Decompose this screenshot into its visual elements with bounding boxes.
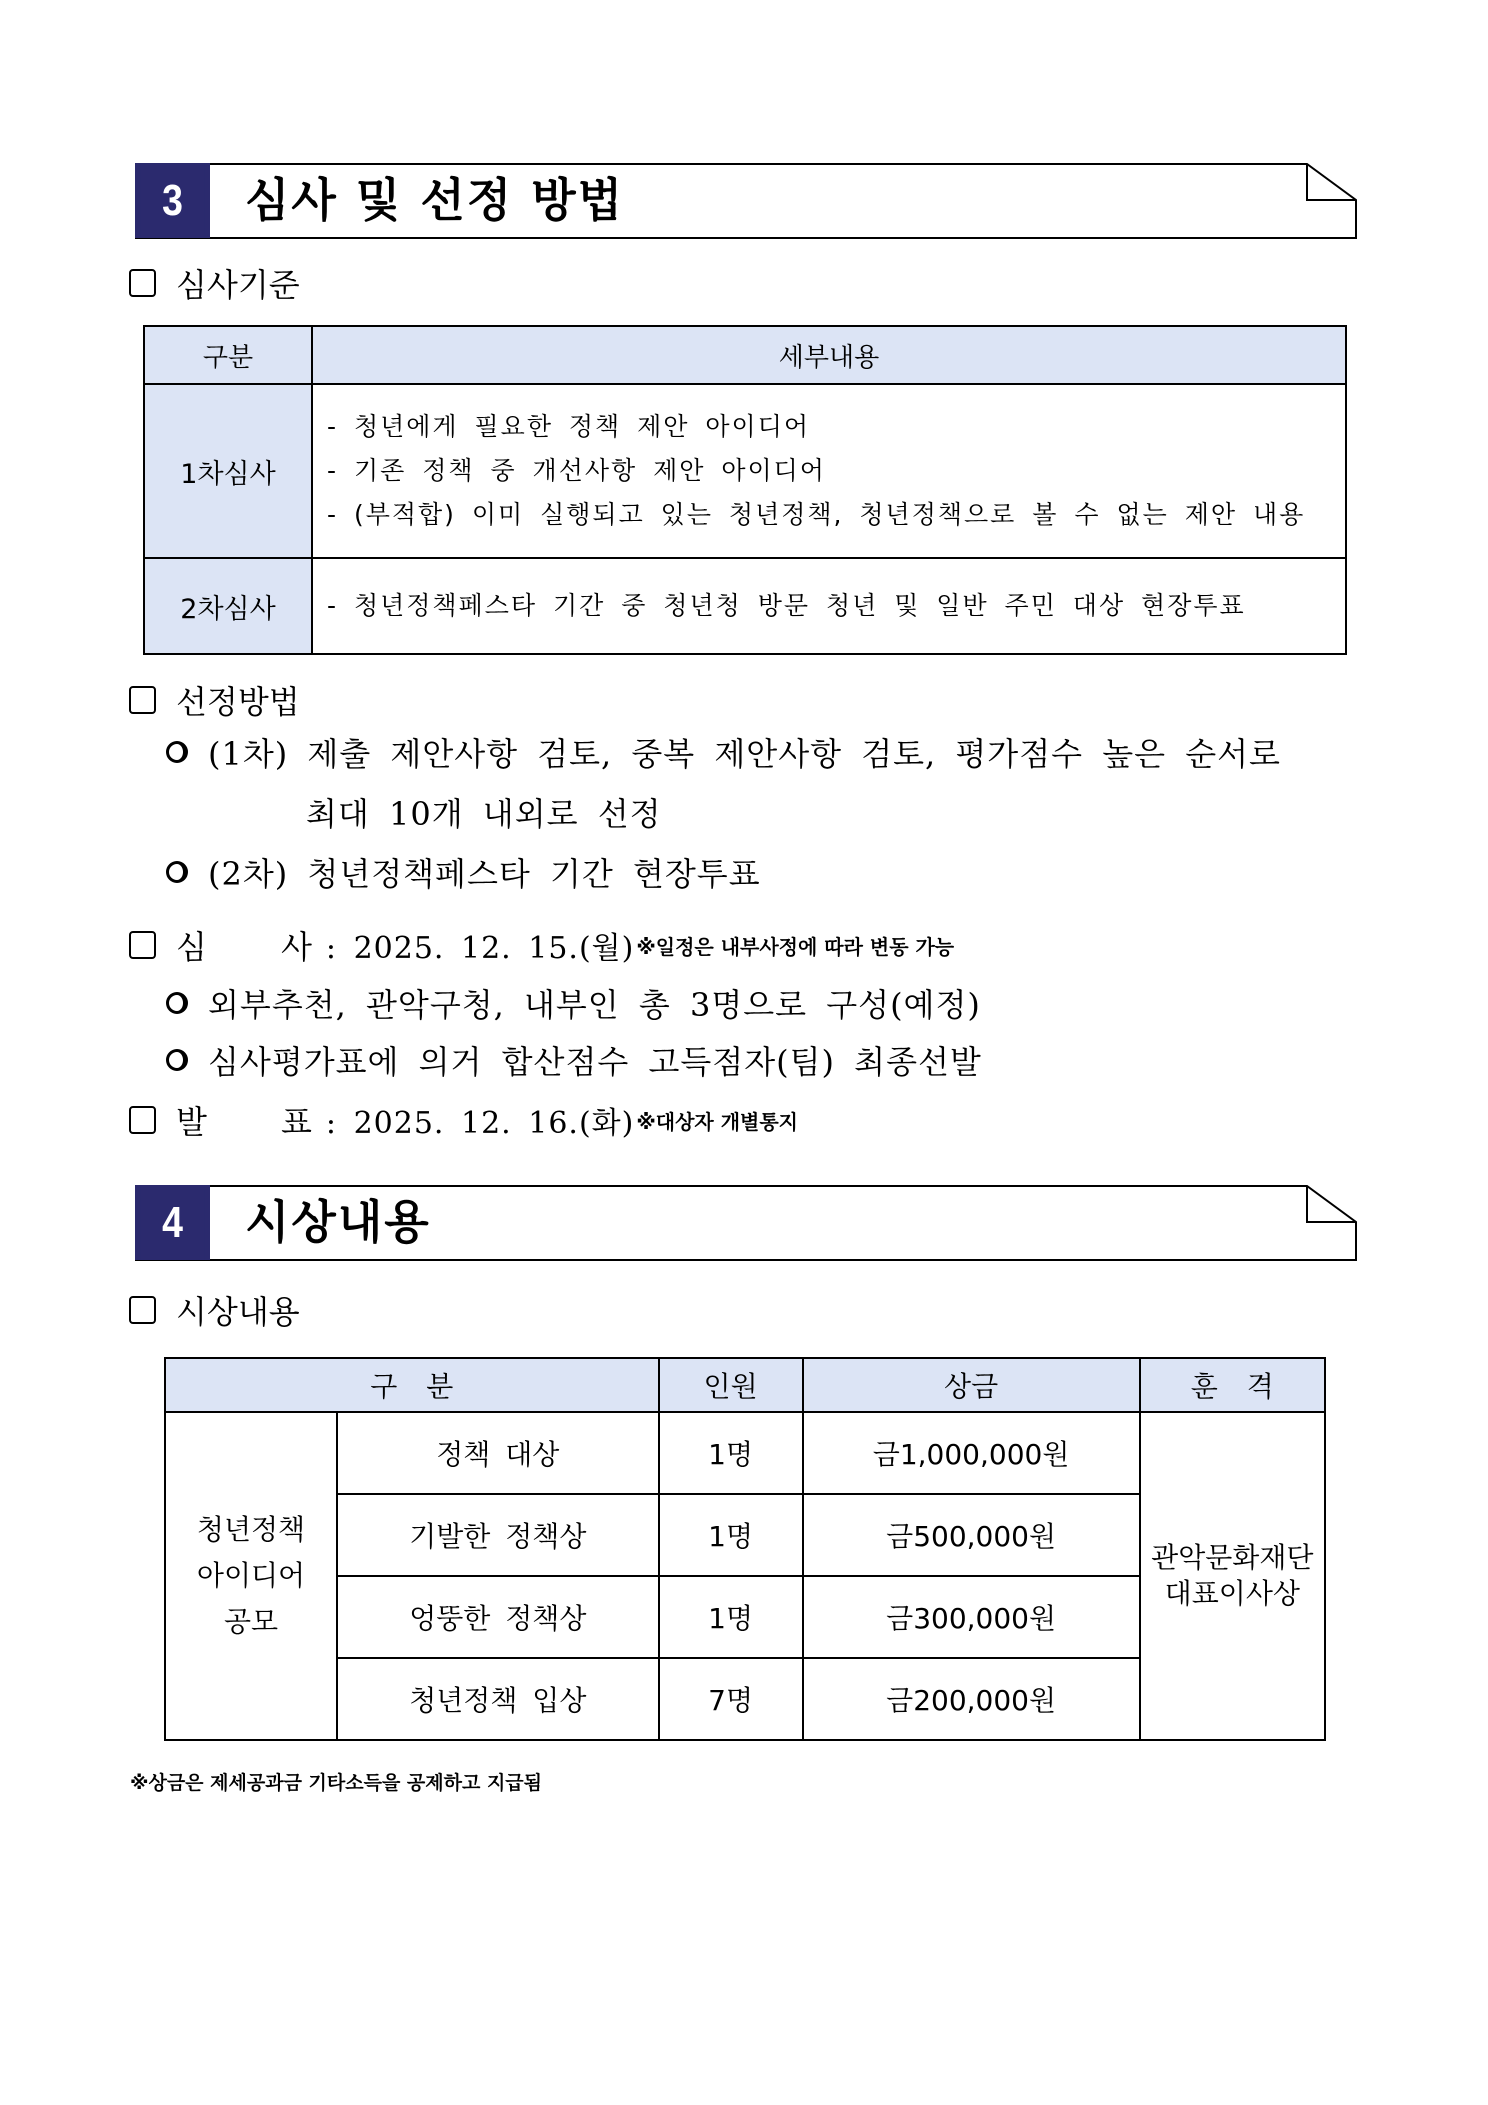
honor-title: 관악문화재단 대표이사상 [1140, 1412, 1325, 1740]
section-title: 심사 및 선정 방법 [245, 173, 625, 227]
section-title: 시상내용 [245, 1195, 431, 1249]
prize-footnote: ※상금은 제세공과금 기타소득을 공제하고 지급됨 [130, 1772, 543, 1794]
checkbox-square-icon [129, 1296, 156, 1324]
award-count: 1명 [659, 1494, 803, 1576]
header-category: 구분 [144, 326, 312, 384]
award-prize: 금300,000원 [803, 1576, 1140, 1658]
header-details: 세부내용 [312, 326, 1346, 384]
review-bullet-2: 심사평가표에 의거 합산점수 고득점자(팀) 최종선발 [166, 1038, 982, 1082]
stage-label: 2차심사 [144, 558, 312, 654]
section-3-header [135, 163, 1357, 238]
awards-table [164, 1357, 1326, 1741]
section-4-header [135, 1185, 1357, 1260]
heading-selection: 선정방법 [129, 680, 300, 720]
award-prize: 금1,000,000원 [803, 1412, 1140, 1494]
review-note: ※일정은 내부사정에 따라 변동 가능 [636, 934, 955, 959]
checkbox-square-icon [129, 686, 156, 714]
circle-bullet-icon [166, 992, 188, 1014]
announcement-note: ※대상자 개별통지 [636, 1109, 798, 1134]
heading-criteria: 심사기준 [129, 263, 300, 303]
stage-label: 1차심사 [144, 384, 312, 558]
section-number-badge: 3 [135, 163, 210, 238]
stage-details: - 청년에게 필요한 정책 제안 아이디어 - 기존 정책 중 개선사항 제안 아이디어 - (부적합) 이미 실행되고 있는 청년정책, 청년정책으로 볼 수 없는 제안 내용 [312, 384, 1346, 558]
contest-category: 청년정책 아이디어 공모 [165, 1412, 337, 1740]
header-category: 구 분 [165, 1358, 659, 1412]
selection-bullet-1: (1차) 제출 제안사항 검토, 중복 제안사항 검토, 평가점수 높은 순서로 [166, 730, 1281, 774]
award-prize: 금500,000원 [803, 1494, 1140, 1576]
award-name: 청년정책 입상 [337, 1658, 659, 1740]
checkbox-square-icon [129, 931, 156, 959]
selection-bullet-2: (2차) 청년정책페스타 기간 현장투표 [166, 850, 761, 894]
table-row [165, 1412, 1325, 1494]
table-row [144, 558, 1346, 654]
award-count: 7명 [659, 1658, 803, 1740]
table-header-row [165, 1358, 1325, 1412]
award-name: 기발한 정책상 [337, 1494, 659, 1576]
table-row [144, 384, 1346, 558]
announcement-date: : 2025. 12. 16.(화) [325, 1106, 635, 1141]
award-name: 엉뚱한 정책상 [337, 1576, 659, 1658]
header-prize: 상금 [803, 1358, 1140, 1412]
circle-bullet-icon [166, 741, 188, 763]
circle-bullet-icon [166, 861, 188, 883]
selection-bullet-1-continued: 최대 10개 내외로 선정 [306, 795, 662, 833]
review-date: : 2025. 12. 15.(월) [325, 931, 635, 966]
checkbox-square-icon [129, 269, 156, 297]
award-prize: 금200,000원 [803, 1658, 1140, 1740]
circle-bullet-icon [166, 1049, 188, 1071]
award-count: 1명 [659, 1412, 803, 1494]
heading-awards: 시상내용 [129, 1290, 300, 1330]
stage-details: - 청년정책페스타 기간 중 청년청 방문 청년 및 일반 주민 대상 현장투표 [312, 558, 1346, 654]
checkbox-square-icon [129, 1106, 156, 1134]
review-bullet-1: 외부추천, 관악구청, 내부인 총 3명으로 구성(예정) [166, 981, 981, 1025]
header-honor: 훈 격 [1140, 1358, 1325, 1412]
award-name: 정책 대상 [337, 1412, 659, 1494]
review-schedule: 심 사 : 2025. 12. 15.(월) ※일정은 내부사정에 따라 변동 가능 [129, 925, 954, 965]
table-header-row [144, 326, 1346, 384]
criteria-table [143, 325, 1347, 655]
section-number-badge: 4 [135, 1185, 210, 1260]
header-count: 인원 [659, 1358, 803, 1412]
award-count: 1명 [659, 1576, 803, 1658]
announcement-schedule: 발 표 : 2025. 12. 16.(화) ※대상자 개별통지 [129, 1100, 798, 1140]
